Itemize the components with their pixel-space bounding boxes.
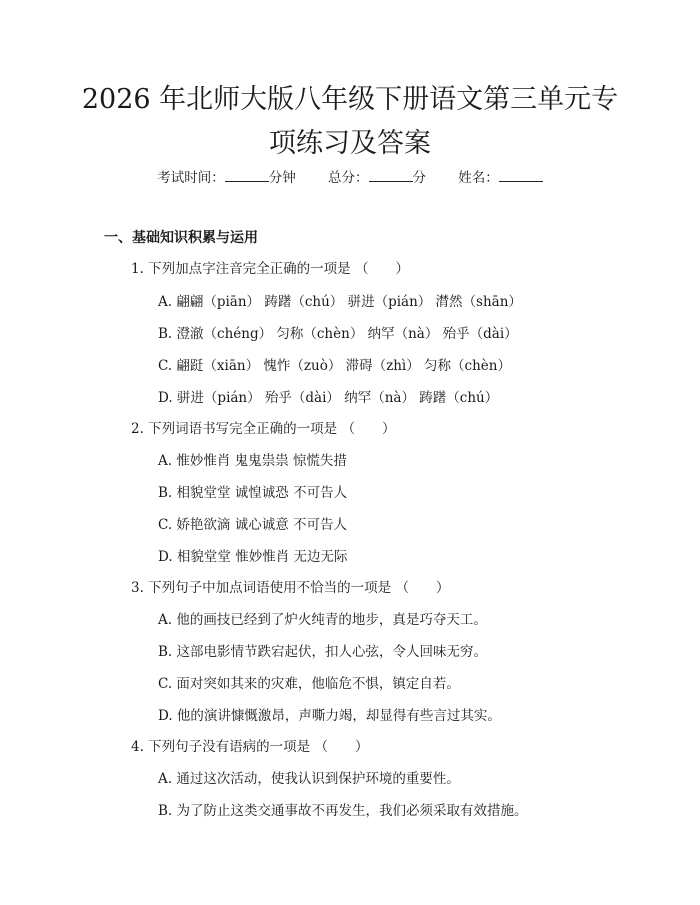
question-4-option-a: A. 通过这次活动，使我认识到保护环境的重要性。 [158, 771, 460, 787]
question-1-option-b: B. 澄澈（chéng） 匀称（chèn） 纳罕（nà） 殆乎（dài） [158, 326, 518, 342]
total-score-field [328, 168, 426, 188]
question-1-option-a: A. 翩翩（piān） 踌躇（chú） 骈进（pián） 潸然（shān） [158, 294, 522, 310]
page-title [80, 78, 620, 166]
total-score-label: 总分： [328, 170, 369, 186]
title-line-1: 2026 年北师大版八年级下册语文第三单元专 [81, 84, 619, 115]
exam-info-bar [0, 168, 700, 188]
student-name-blank[interactable] [499, 168, 543, 182]
question-3-option-c: C. 面对突如其来的灾难，他临危不惧，镇定自若。 [158, 676, 460, 692]
question-3-option-b: B. 这部电影情节跌宕起伏，扣人心弦，令人回味无穷。 [158, 644, 488, 660]
question-1-option-d: D. 骈进（pián） 殆乎（dài） 纳罕（nà） 踌躇（chú） [158, 390, 499, 406]
question-2-option-d: D. 相貌堂堂 惟妙惟肖 无边无际 [158, 549, 348, 565]
exam-time-unit: 分钟 [268, 170, 296, 186]
section-heading: 一、基础知识积累与运用 [104, 230, 258, 246]
question-1-stem: 1. 下列加点字注音完全正确的一项是 （ ） [131, 261, 409, 277]
question-3-option-a: A. 他的画技已经到了炉火纯青的地步，真是巧夺天工。 [158, 612, 487, 628]
student-name-field [458, 168, 543, 188]
question-4-option-b: B. 为了防止这类交通事故不再发生，我们必须采取有效措施。 [158, 803, 528, 819]
exam-time-field [157, 168, 296, 188]
question-2-option-c: C. 娇艳欲滴 诚心诚意 不可告人 [158, 517, 348, 533]
exam-time-label: 考试时间： [157, 170, 225, 186]
title-line-2: 项练习及答案 [269, 128, 431, 159]
question-3-stem: 3. 下列句子中加点词语使用不恰当的一项是 （ ） [131, 580, 450, 596]
question-1-option-c: C. 翩跹（xiān） 愧怍（zuò） 滞碍（zhì） 匀称（chèn） [158, 358, 511, 374]
exam-time-blank[interactable] [225, 168, 269, 182]
total-score-unit: 分 [412, 170, 426, 186]
total-score-blank[interactable] [369, 168, 413, 182]
question-2-option-a: A. 惟妙惟肖 鬼鬼祟祟 惊慌失措 [158, 453, 347, 469]
question-2-option-b: B. 相貌堂堂 诚惶诚恐 不可告人 [158, 485, 348, 501]
question-2-stem: 2. 下列词语书写完全正确的一项是 （ ） [131, 421, 396, 437]
question-4-stem: 4. 下列句子没有语病的一项是 （ ） [131, 739, 369, 755]
student-name-label: 姓名： [458, 170, 499, 186]
question-3-option-d: D. 他的演讲慷慨激昂，声嘶力竭，却显得有些言过其实。 [158, 708, 501, 724]
